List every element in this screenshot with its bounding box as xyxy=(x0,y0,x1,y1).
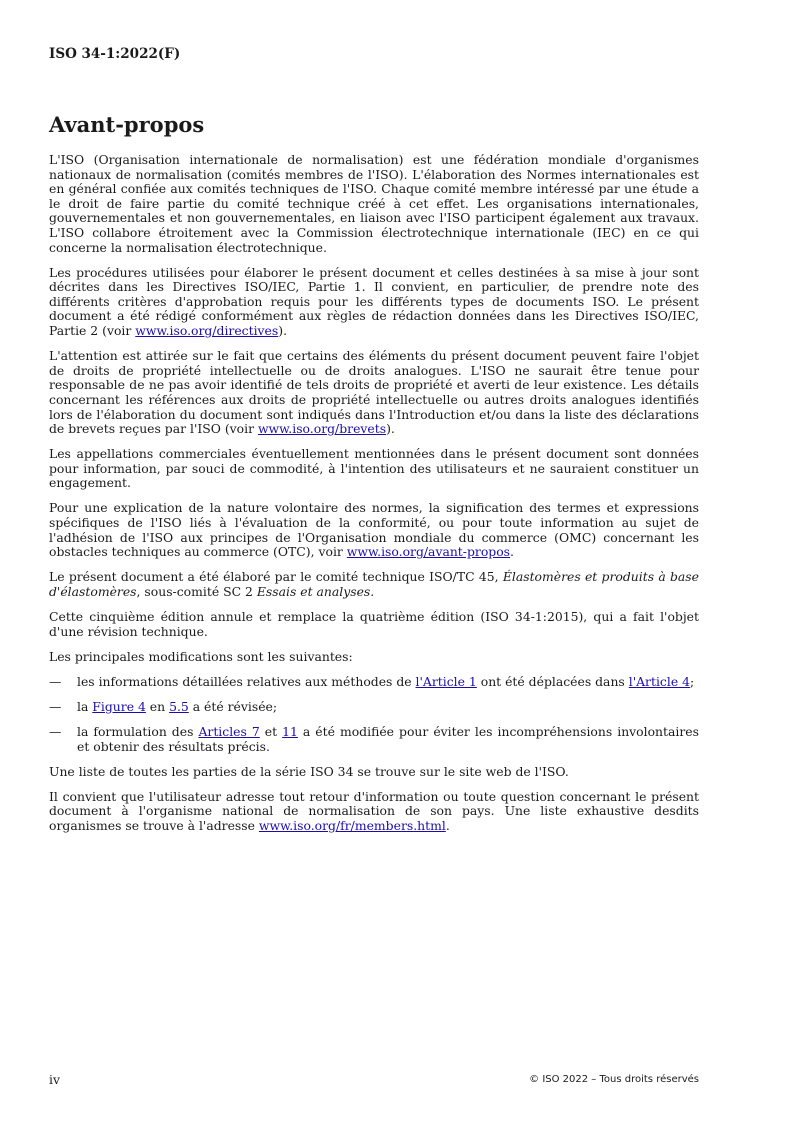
paragraph-text: a été révisée; xyxy=(188,698,278,714)
paragraph-text: ont été déplacées dans xyxy=(476,673,629,689)
paragraph-text: Il convient que l'utilisateur adresse tout retour d'information ou toute question concernant le présent document à l'organisme national de normalisation de son pays. Une liste exhaustive desdits organismes se trouve à l'adresse xyxy=(49,788,699,833)
list-dash: — xyxy=(49,724,62,739)
paragraph-text: Les procédures utilisées pour élaborer le présent document et celles destinées à sa mise à jour sont décrites dans les Directives ISO/IEC, Partie 1. Il convient, en particulier, de prendre note des différents critères d'approbation requis pour les différents types de documents ISO. Le présent document a été rédigé conformément aux règles de rédaction données dans les Directives ISO/IEC, Partie 2 (voir xyxy=(49,264,699,339)
foreword-link[interactable]: www.iso.org/avant-propos xyxy=(346,544,511,560)
paragraph-text: les informations détaillées relatives aux méthodes de xyxy=(77,673,416,689)
document-id-header: ISO 34-1:2022(F) xyxy=(49,46,181,62)
article-4-link[interactable]: l'Article 4 xyxy=(628,673,690,689)
paragraph-text: . xyxy=(510,544,514,560)
paragraph-text: L'attention est attirée sur le fait que certains des éléments du présent document peuvent faire l'objet de droits de propriété intellectuelle ou de droits analogues. L'ISO ne saurait être tenue pour responsable de ne pas avoir identifié de tels droits de propriété et averti de leur existence. Les détails concernant les références aux droits de propriété intellectuelle ou autres droits analogues identifiés lors de l'élaboration du document sont indiqués dans l'Introduction et/ou dans la liste des déclarations de brevets reçues par l'ISO (voir xyxy=(49,348,699,437)
paragraph-committee xyxy=(49,570,699,599)
committee-title: Élastomères et produits à base d'élastomères xyxy=(49,569,699,599)
article-7-link[interactable]: Articles 7 xyxy=(198,724,260,739)
copyright-notice: © ISO 2022 – Tous droits réservés xyxy=(529,1074,699,1085)
page-title: Avant-propos xyxy=(49,112,205,137)
list-item xyxy=(49,675,699,690)
paragraph-text: , sous-comité SC 2 xyxy=(136,583,257,599)
list-item-text xyxy=(77,700,699,715)
page-number: iv xyxy=(49,1072,60,1087)
list-item xyxy=(49,700,699,715)
paragraph-text: ). xyxy=(386,421,395,437)
list-item xyxy=(49,725,699,754)
paragraph-text: la xyxy=(77,698,93,714)
paragraph-text: . xyxy=(370,583,375,599)
paragraph-changes-intro: Les principales modifications sont les suivantes: xyxy=(49,648,353,664)
article-1-link[interactable]: l'Article 1 xyxy=(415,673,477,689)
clause-5-5-link[interactable]: 5.5 xyxy=(169,698,189,714)
paragraph-iso-intro: L'ISO (Organisation internationale de normalisation) est une fédération mondiale d'organismes nationaux de normalisation (comités membres de l'ISO). L'élaboration des Normes internationales est en général confiée aux comités techniques de l'ISO. Chaque comité membre intéressé par une étude a le droit de faire partie du comité technique créé à cet effet. Les organisations internationales, gouvernementales et non gouvernementales, en liaison avec l'ISO participent également aux travaux. L'ISO collabore étroitement avec la Commission électrotechnique internationale (IEC) en ce qui concerne la normalisation électrotechnique. xyxy=(49,152,699,255)
paragraph-text: ). xyxy=(278,323,288,339)
paragraph-feedback xyxy=(49,790,699,834)
paragraph-series-list: Une liste de toutes les parties de la série ISO 34 se trouve sur le site web de l'ISO. xyxy=(49,763,569,779)
foreword-body xyxy=(49,153,699,844)
list-item-text xyxy=(77,675,699,690)
paragraph-patents xyxy=(49,349,699,437)
list-dash: — xyxy=(49,698,62,714)
list-dash: — xyxy=(49,673,62,689)
article-11-link[interactable]: 11 xyxy=(282,724,298,739)
directives-link[interactable]: www.iso.org/directives xyxy=(135,323,279,339)
paragraph-text: Pour une explication de la nature volontaire des normes, la signification des termes et expressions spécifiques de l'ISO liés à l'évaluation de la conformité, ou pour toute information au sujet de l'adhésion de l'ISO aux principes de l'Organisation mondiale du commerce (OMC) concernant les obstacles techniques au commerce (OTC), voir xyxy=(49,500,699,560)
patents-link[interactable]: www.iso.org/brevets xyxy=(257,421,387,437)
paragraph-edition: Cette cinquième édition annule et remplace la quatrième édition (ISO 34-1:2015), qui a fait l'objet d'une révision technique. xyxy=(49,609,699,639)
paragraph-procedures xyxy=(49,266,699,339)
paragraph-text: a été modifiée pour éviter les incompréhensions involontaires et obtenir des résultats précis. xyxy=(77,724,699,754)
paragraph-text: en xyxy=(145,698,170,714)
paragraph-trade-names: Les appellations commerciales éventuellement mentionnées dans le présent document sont données pour information, par souci de commodité, à l'intention des utilisateurs et ne sauraient constituer un engagement. xyxy=(49,446,699,491)
paragraph-text: . xyxy=(445,817,450,833)
subcommittee-title: Essais et analyses xyxy=(256,583,371,599)
paragraph-text: la formulation des xyxy=(77,724,199,739)
figure-4-link[interactable]: Figure 4 xyxy=(92,698,146,714)
paragraph-text: et xyxy=(259,724,283,739)
paragraph-text: ; xyxy=(689,673,695,689)
paragraph-voluntary-nature xyxy=(49,501,699,559)
list-item-text xyxy=(77,725,699,754)
members-link[interactable]: www.iso.org/fr/members.html xyxy=(258,817,446,833)
paragraph-text: Le présent document a été élaboré par le comité technique ISO/TC 45, xyxy=(49,569,503,585)
